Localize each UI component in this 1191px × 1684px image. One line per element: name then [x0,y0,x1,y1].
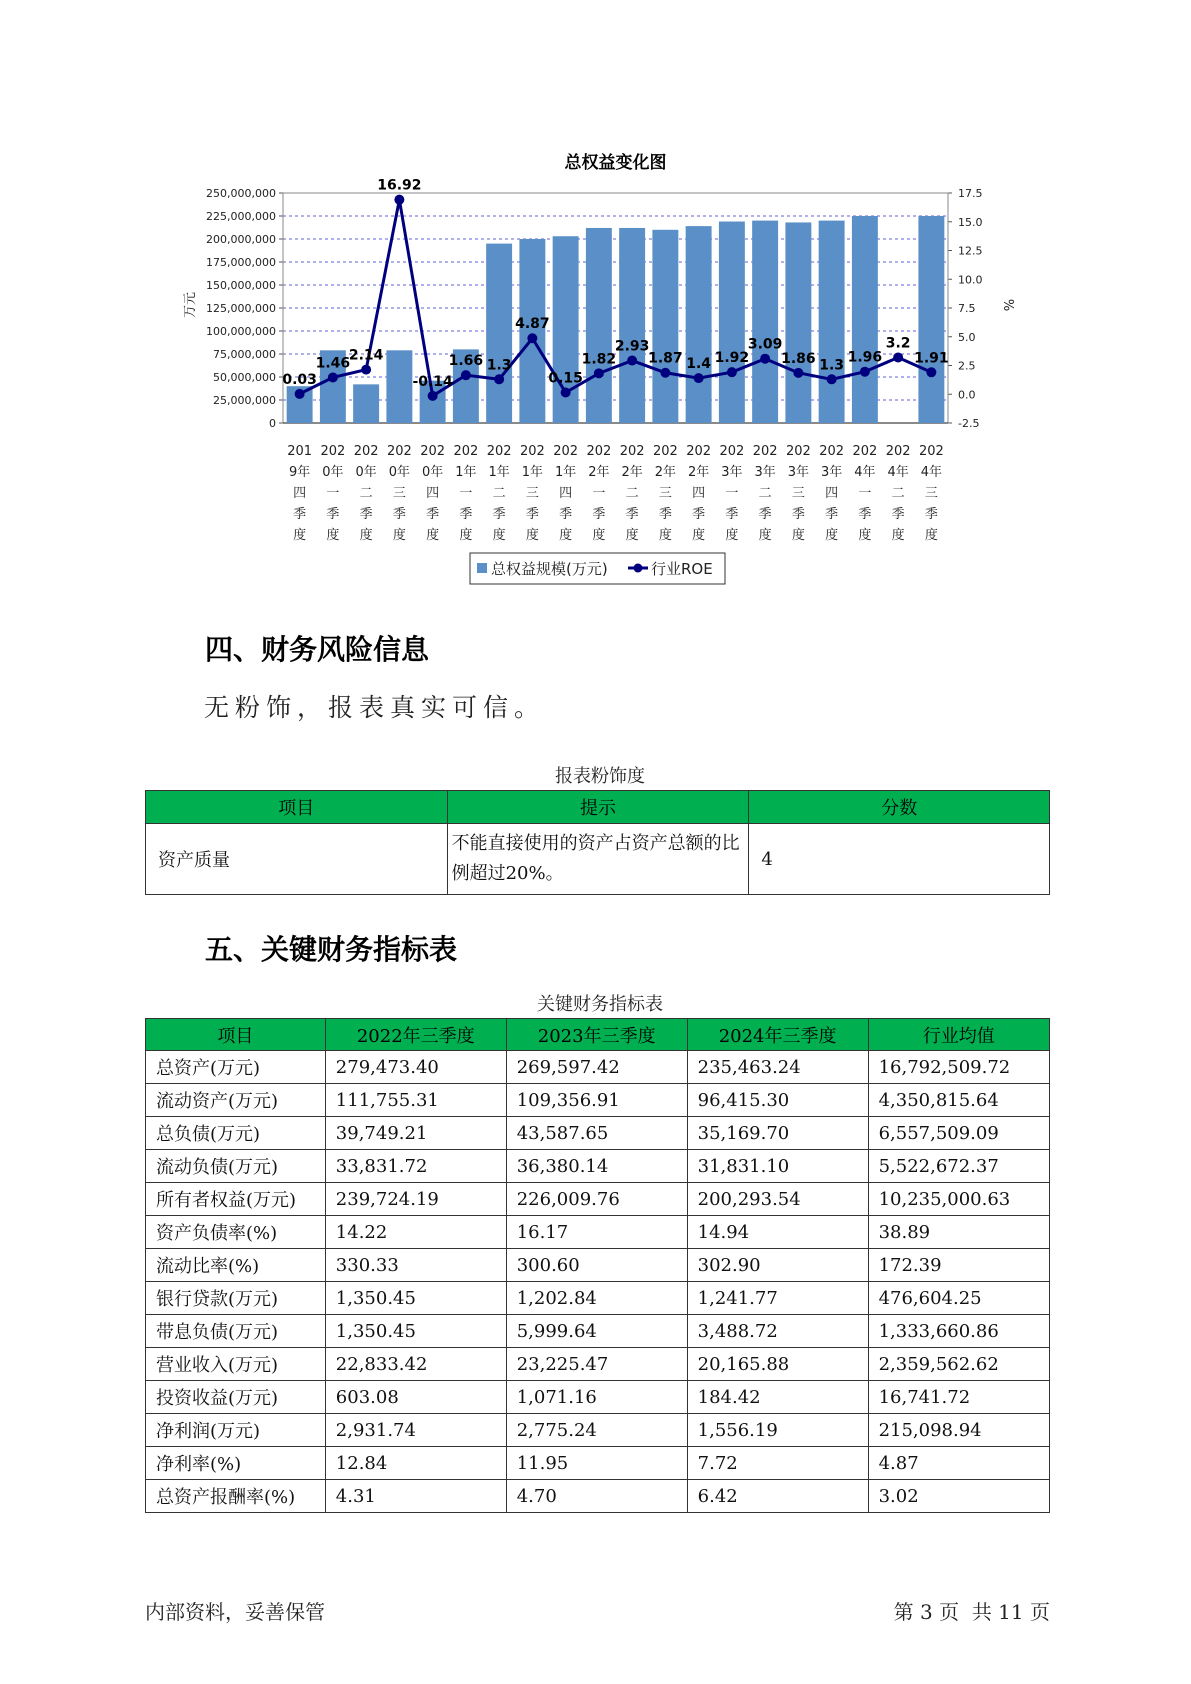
x-tick-label: 4年 [887,465,909,480]
x-tick-label: 度 [426,528,440,543]
x-tick-label: 季 [492,507,506,522]
x-tick-label: 一 [326,486,340,501]
fin-cell: 16,741.72 [868,1381,1049,1414]
fin-cell: 476,604.25 [868,1282,1049,1315]
left-tick-label: 75,000,000 [213,348,276,361]
fin-cell: 2,775.24 [506,1414,687,1447]
x-tick-label: 度 [825,528,839,543]
equity-chart-svg [0,0,1191,600]
x-tick-label: 度 [758,528,772,543]
x-tick-label: 四 [825,486,839,501]
fin-cell: 11.95 [506,1447,687,1480]
x-tick-label: 度 [392,528,406,543]
x-tick-label: 0年 [355,465,377,480]
fin-cell: 239,724.19 [325,1183,506,1216]
fin-cell: 22,833.42 [325,1348,506,1381]
bar [353,384,379,423]
roe-point [793,368,803,378]
fin-cell: 5,522,672.37 [868,1150,1049,1183]
fin-cell: 215,098.94 [868,1414,1049,1447]
x-tick-label: 度 [658,528,672,543]
x-tick-label: 季 [924,507,938,522]
roe-data-label: 1.87 [648,350,683,367]
fin-row-label: 营业收入(万元) [146,1348,326,1381]
risk-table [145,790,1050,895]
x-tick-label: 202 [719,444,745,459]
bar [819,221,845,423]
x-tick-label: 一 [725,486,739,501]
x-tick-label: 季 [392,507,406,522]
right-tick-label: 0.0 [958,388,976,402]
x-tick-label: 一 [459,486,473,501]
fin-cell: 1,350.45 [325,1315,506,1348]
table-row [146,1348,1050,1381]
x-tick-label: 0年 [322,465,344,480]
roe-point [694,373,704,383]
roe-data-label: 0.03 [282,371,317,388]
x-tick-label: 度 [625,528,639,543]
right-tick-label: 2.5 [958,359,976,373]
risk-header-hint: 提示 [447,791,749,824]
right-tick-label: 10.0 [958,273,983,287]
fin-table-caption: 关键财务指标表 [537,994,663,1015]
fin-header-0: 项目 [146,1019,326,1051]
bar [619,228,645,423]
x-tick-label: 三 [392,486,406,501]
bar [652,230,678,423]
roe-point [926,367,936,377]
roe-data-label: -0.14 [412,373,453,390]
roe-data-label: 1.46 [315,355,351,372]
fin-cell: 226,009.76 [506,1183,687,1216]
x-tick-label: 度 [725,528,739,543]
roe-point [361,365,371,375]
fin-row-label: 银行贷款(万元) [146,1282,326,1315]
fin-cell: 300.60 [506,1249,687,1282]
fin-cell: 36,380.14 [506,1150,687,1183]
x-tick-label: 度 [359,528,373,543]
fin-cell: 1,556.19 [687,1414,868,1447]
x-tick-label: 202 [486,444,512,459]
fin-header-1: 2022年三季度 [325,1019,506,1051]
bar [686,226,712,423]
bar [785,222,811,423]
fin-cell: 1,350.45 [325,1282,506,1315]
roe-data-label: 1.3 [819,357,845,374]
x-tick-label: 四 [293,486,307,501]
x-tick-label: 季 [426,507,440,522]
fin-header-2: 2023年三季度 [506,1019,687,1051]
fin-cell: 4,350,815.64 [868,1084,1049,1117]
fin-cell: 6,557,509.09 [868,1117,1049,1150]
x-tick-label: 2年 [654,465,677,480]
x-tick-label: 二 [625,486,639,501]
fin-cell: 330.33 [325,1249,506,1282]
chart-title: 总权益变化图 [564,153,667,173]
fin-cell: 4.31 [325,1480,506,1513]
left-tick-label: 225,000,000 [206,210,276,223]
x-tick-label: 四 [559,486,573,501]
roe-point [328,372,338,382]
bar [586,228,612,423]
left-tick-label: 175,000,000 [206,256,276,269]
roe-data-label: 1.82 [581,351,617,368]
x-tick-label: 202 [386,444,412,459]
fin-cell: 1,333,660.86 [868,1315,1049,1348]
roe-point [627,356,637,366]
fin-table [145,1018,1050,1513]
x-tick-label: 0年 [421,465,444,480]
y-left-label: 万元 [183,291,198,319]
fin-cell: 269,597.42 [506,1051,687,1084]
section4-heading: 四、财务风险信息 [205,633,430,666]
x-tick-label: 202 [785,444,811,459]
x-tick-label: 202 [453,444,479,459]
x-tick-label: 202 [320,444,346,459]
roe-point [594,368,604,378]
footer-page: 第 3 页 共 11 页 [893,1600,1050,1624]
bar [486,244,512,423]
fin-cell: 33,831.72 [325,1150,506,1183]
table-row [146,1315,1050,1348]
fin-cell: 23,225.47 [506,1348,687,1381]
fin-header-3: 2024年三季度 [687,1019,868,1051]
x-tick-label: 度 [492,528,506,543]
section5-heading: 五、关键财务指标表 [205,933,458,966]
fin-row-label: 投资收益(万元) [146,1381,326,1414]
roe-data-label: 2.14 [348,347,384,364]
fin-cell: 14.22 [325,1216,506,1249]
fin-cell: 2,931.74 [325,1414,506,1447]
roe-data-label: 2.93 [614,338,650,355]
roe-data-label: 4.87 [515,316,550,333]
fin-cell: 4.70 [506,1480,687,1513]
fin-cell: 39,749.21 [325,1117,506,1150]
left-tick-label: 250,000,000 [206,187,276,200]
table-row [146,1183,1050,1216]
fin-cell: 5,999.64 [506,1315,687,1348]
footer-note: 内部资料，妥善保管 [145,1600,325,1624]
x-tick-label: 季 [658,507,672,522]
table-row [146,1414,1050,1447]
roe-point [827,374,837,384]
x-tick-label: 二 [359,486,373,501]
fin-row-label: 总负债(万元) [146,1117,326,1150]
x-tick-label: 季 [825,507,839,522]
left-tick-label: 150,000,000 [206,279,276,292]
roe-data-label: 3.09 [747,336,783,353]
x-tick-label: 度 [525,528,539,543]
x-tick-label: 202 [586,444,612,459]
x-tick-label: 202 [852,444,878,459]
x-tick-label: 季 [326,507,340,522]
x-tick-label: 度 [592,528,606,543]
x-tick-label: 季 [592,507,606,522]
table-row [146,1150,1050,1183]
fin-cell: 7.72 [687,1447,868,1480]
roe-data-label: 1.91 [914,350,949,367]
x-tick-label: 202 [553,444,579,459]
x-tick-label: 一 [858,486,872,501]
x-tick-label: 202 [420,444,446,459]
table-row [146,824,1050,895]
roe-point [860,367,870,377]
x-tick-label: 4年 [920,465,943,480]
x-tick-label: 0年 [388,465,411,480]
roe-data-label: 1.4 [686,356,712,373]
fin-cell: 10,235,000.63 [868,1183,1049,1216]
bar [386,350,412,423]
x-tick-label: 四 [692,486,706,501]
x-tick-label: 9年 [288,465,311,480]
left-tick-label: 125,000,000 [206,302,276,315]
right-tick-label: -2.5 [958,417,980,430]
legend-bar-swatch [477,563,487,573]
fin-table-body [146,1051,1050,1513]
table-row [146,1084,1050,1117]
roe-point [760,354,770,364]
fin-cell: 1,071.16 [506,1381,687,1414]
risk-score: 4 [749,824,1050,895]
fin-cell: 172.39 [868,1249,1049,1282]
x-tick-label: 1年 [554,465,577,480]
bar [719,222,745,423]
roe-point [295,389,305,399]
x-tick-label: 2年 [687,465,710,480]
x-tick-label: 4年 [854,465,876,480]
roe-data-label: 0.15 [548,370,583,387]
x-tick-label: 季 [791,507,805,522]
fin-cell: 184.42 [687,1381,868,1414]
x-tick-label: 三 [658,486,672,501]
x-tick-label: 202 [819,444,845,459]
fin-row-label: 净利润(万元) [146,1414,326,1447]
x-tick-label: 度 [791,528,805,543]
roe-point [660,368,670,378]
roe-point [394,195,404,205]
x-tick-label: 1年 [521,465,544,480]
x-tick-label: 二 [891,486,905,501]
fin-cell: 16,792,509.72 [868,1051,1049,1084]
x-tick-label: 二 [492,486,506,501]
fin-cell: 1,241.77 [687,1282,868,1315]
roe-data-label: 1.66 [448,353,484,370]
x-tick-label: 季 [891,507,905,522]
fin-cell: 35,169.70 [687,1117,868,1150]
fin-cell: 20,165.88 [687,1348,868,1381]
fin-header-4: 行业均值 [868,1019,1049,1051]
roe-point [461,370,471,380]
fin-cell: 14.94 [687,1216,868,1249]
x-tick-label: 季 [459,507,473,522]
x-tick-label: 季 [858,507,872,522]
fin-cell: 2,359,562.62 [868,1348,1049,1381]
roe-data-label: 16.92 [377,177,422,194]
x-tick-label: 一 [592,486,606,501]
x-tick-label: 度 [293,528,307,543]
x-tick-label: 季 [625,507,639,522]
x-tick-label: 季 [692,507,706,522]
fin-cell: 109,356.91 [506,1084,687,1117]
x-tick-label: 202 [918,444,944,459]
y-right-label: % [1000,298,1015,312]
fin-cell: 4.87 [868,1447,1049,1480]
fin-row-label: 带息负债(万元) [146,1315,326,1348]
fin-row-label: 流动负债(万元) [146,1150,326,1183]
fin-cell: 16.17 [506,1216,687,1249]
fin-cell: 12.84 [325,1447,506,1480]
fin-cell: 1,202.84 [506,1282,687,1315]
left-tick-label: 50,000,000 [213,371,276,384]
bar [852,216,878,423]
x-tick-label: 三 [924,486,938,501]
x-tick-label: 3年 [721,465,743,480]
roe-data-label: 1.96 [847,349,883,366]
roe-point [428,391,438,401]
x-tick-label: 二 [758,486,772,501]
roe-data-label: 1.86 [781,350,816,367]
fin-cell: 235,463.24 [687,1051,868,1084]
x-tick-label: 202 [619,444,645,459]
x-tick-label: 度 [924,528,938,543]
x-tick-label: 202 [752,444,778,459]
fin-row-label: 净利率(%) [146,1447,326,1480]
fin-cell: 3.02 [868,1480,1049,1513]
table-row [146,1051,1050,1084]
legend-line-label: 行业ROE [651,560,713,578]
left-tick-label: 100,000,000 [206,325,276,338]
fin-row-label: 所有者权益(万元) [146,1183,326,1216]
right-tick-label: 5.0 [958,330,976,344]
left-tick-label: 0 [269,417,276,430]
x-tick-label: 202 [686,444,712,459]
x-tick-label: 201 [287,444,313,459]
fin-cell: 111,755.31 [325,1084,506,1117]
fin-cell: 6.42 [687,1480,868,1513]
roe-point [527,333,537,343]
x-tick-label: 度 [326,528,340,543]
fin-cell: 279,473.40 [325,1051,506,1084]
bar [918,216,944,423]
right-tick-label: 17.5 [958,187,983,200]
fin-cell: 31,831.10 [687,1150,868,1183]
x-tick-label: 度 [891,528,905,543]
x-tick-label: 季 [725,507,739,522]
fin-table-header [146,1019,1050,1051]
roe-data-label: 1.92 [714,350,750,367]
fin-cell: 603.08 [325,1381,506,1414]
roe-point [727,367,737,377]
table-row [146,1117,1050,1150]
x-tick-label: 202 [885,444,911,459]
fin-row-label: 流动资产(万元) [146,1084,326,1117]
table-row [146,1249,1050,1282]
x-tick-label: 季 [758,507,772,522]
equity-chart [0,0,1191,600]
x-tick-label: 度 [459,528,473,543]
x-tick-label: 三 [791,486,805,501]
risk-header-item: 项目 [146,791,448,824]
x-tick-label: 季 [559,507,573,522]
roe-point [561,388,571,398]
risk-table-caption: 报表粉饰度 [555,766,645,787]
x-tick-label: 度 [858,528,872,543]
bar [752,221,778,423]
x-tick-label: 3年 [787,465,810,480]
risk-header-score: 分数 [749,791,1050,824]
right-tick-label: 12.5 [958,244,983,258]
legend-line-marker [634,564,643,573]
fin-row-label: 总资产报酬率(%) [146,1480,326,1513]
roe-data-label: 1.3 [486,357,512,374]
right-tick-label: 7.5 [958,302,976,315]
x-tick-label: 202 [353,444,379,459]
roe-point [494,374,504,384]
x-tick-label: 2年 [621,465,643,480]
fin-row-label: 流动比率(%) [146,1249,326,1282]
table-row [146,1216,1050,1249]
left-tick-label: 25,000,000 [213,394,276,407]
x-tick-label: 202 [519,444,545,459]
section4-text: 无粉饰，报表真实可信。 [204,693,546,722]
x-tick-label: 1年 [488,465,510,480]
fin-cell: 3,488.72 [687,1315,868,1348]
roe-point [893,352,903,362]
legend-bar-label: 总权益规模(万元) [491,560,608,578]
x-tick-label: 1年 [455,465,477,480]
fin-cell: 38.89 [868,1216,1049,1249]
x-tick-label: 2年 [588,465,610,480]
fin-cell: 43,587.65 [506,1117,687,1150]
x-tick-label: 四 [426,486,440,501]
risk-table-header [146,791,1050,824]
table-row [146,1480,1050,1513]
risk-item: 资产质量 [146,824,448,895]
x-tick-label: 3年 [754,465,776,480]
left-tick-label: 200,000,000 [206,233,276,246]
right-tick-label: 15.0 [958,215,983,229]
fin-cell: 302.90 [687,1249,868,1282]
risk-hint: 不能直接使用的资产占资产总额的比例超过20%。 [447,824,749,895]
table-row [146,1381,1050,1414]
x-tick-label: 三 [525,486,539,501]
fin-row-label: 资产负债率(%) [146,1216,326,1249]
x-tick-label: 度 [559,528,573,543]
x-tick-label: 季 [293,507,307,522]
fin-row-label: 总资产(万元) [146,1051,326,1084]
x-tick-label: 202 [652,444,678,459]
x-tick-label: 度 [692,528,706,543]
fin-cell: 200,293.54 [687,1183,868,1216]
fin-cell: 96,415.30 [687,1084,868,1117]
x-tick-label: 季 [525,507,539,522]
roe-data-label: 3.2 [885,335,911,352]
x-tick-label: 季 [359,507,373,522]
table-row [146,1282,1050,1315]
table-row [146,1447,1050,1480]
x-tick-label: 3年 [820,465,843,480]
